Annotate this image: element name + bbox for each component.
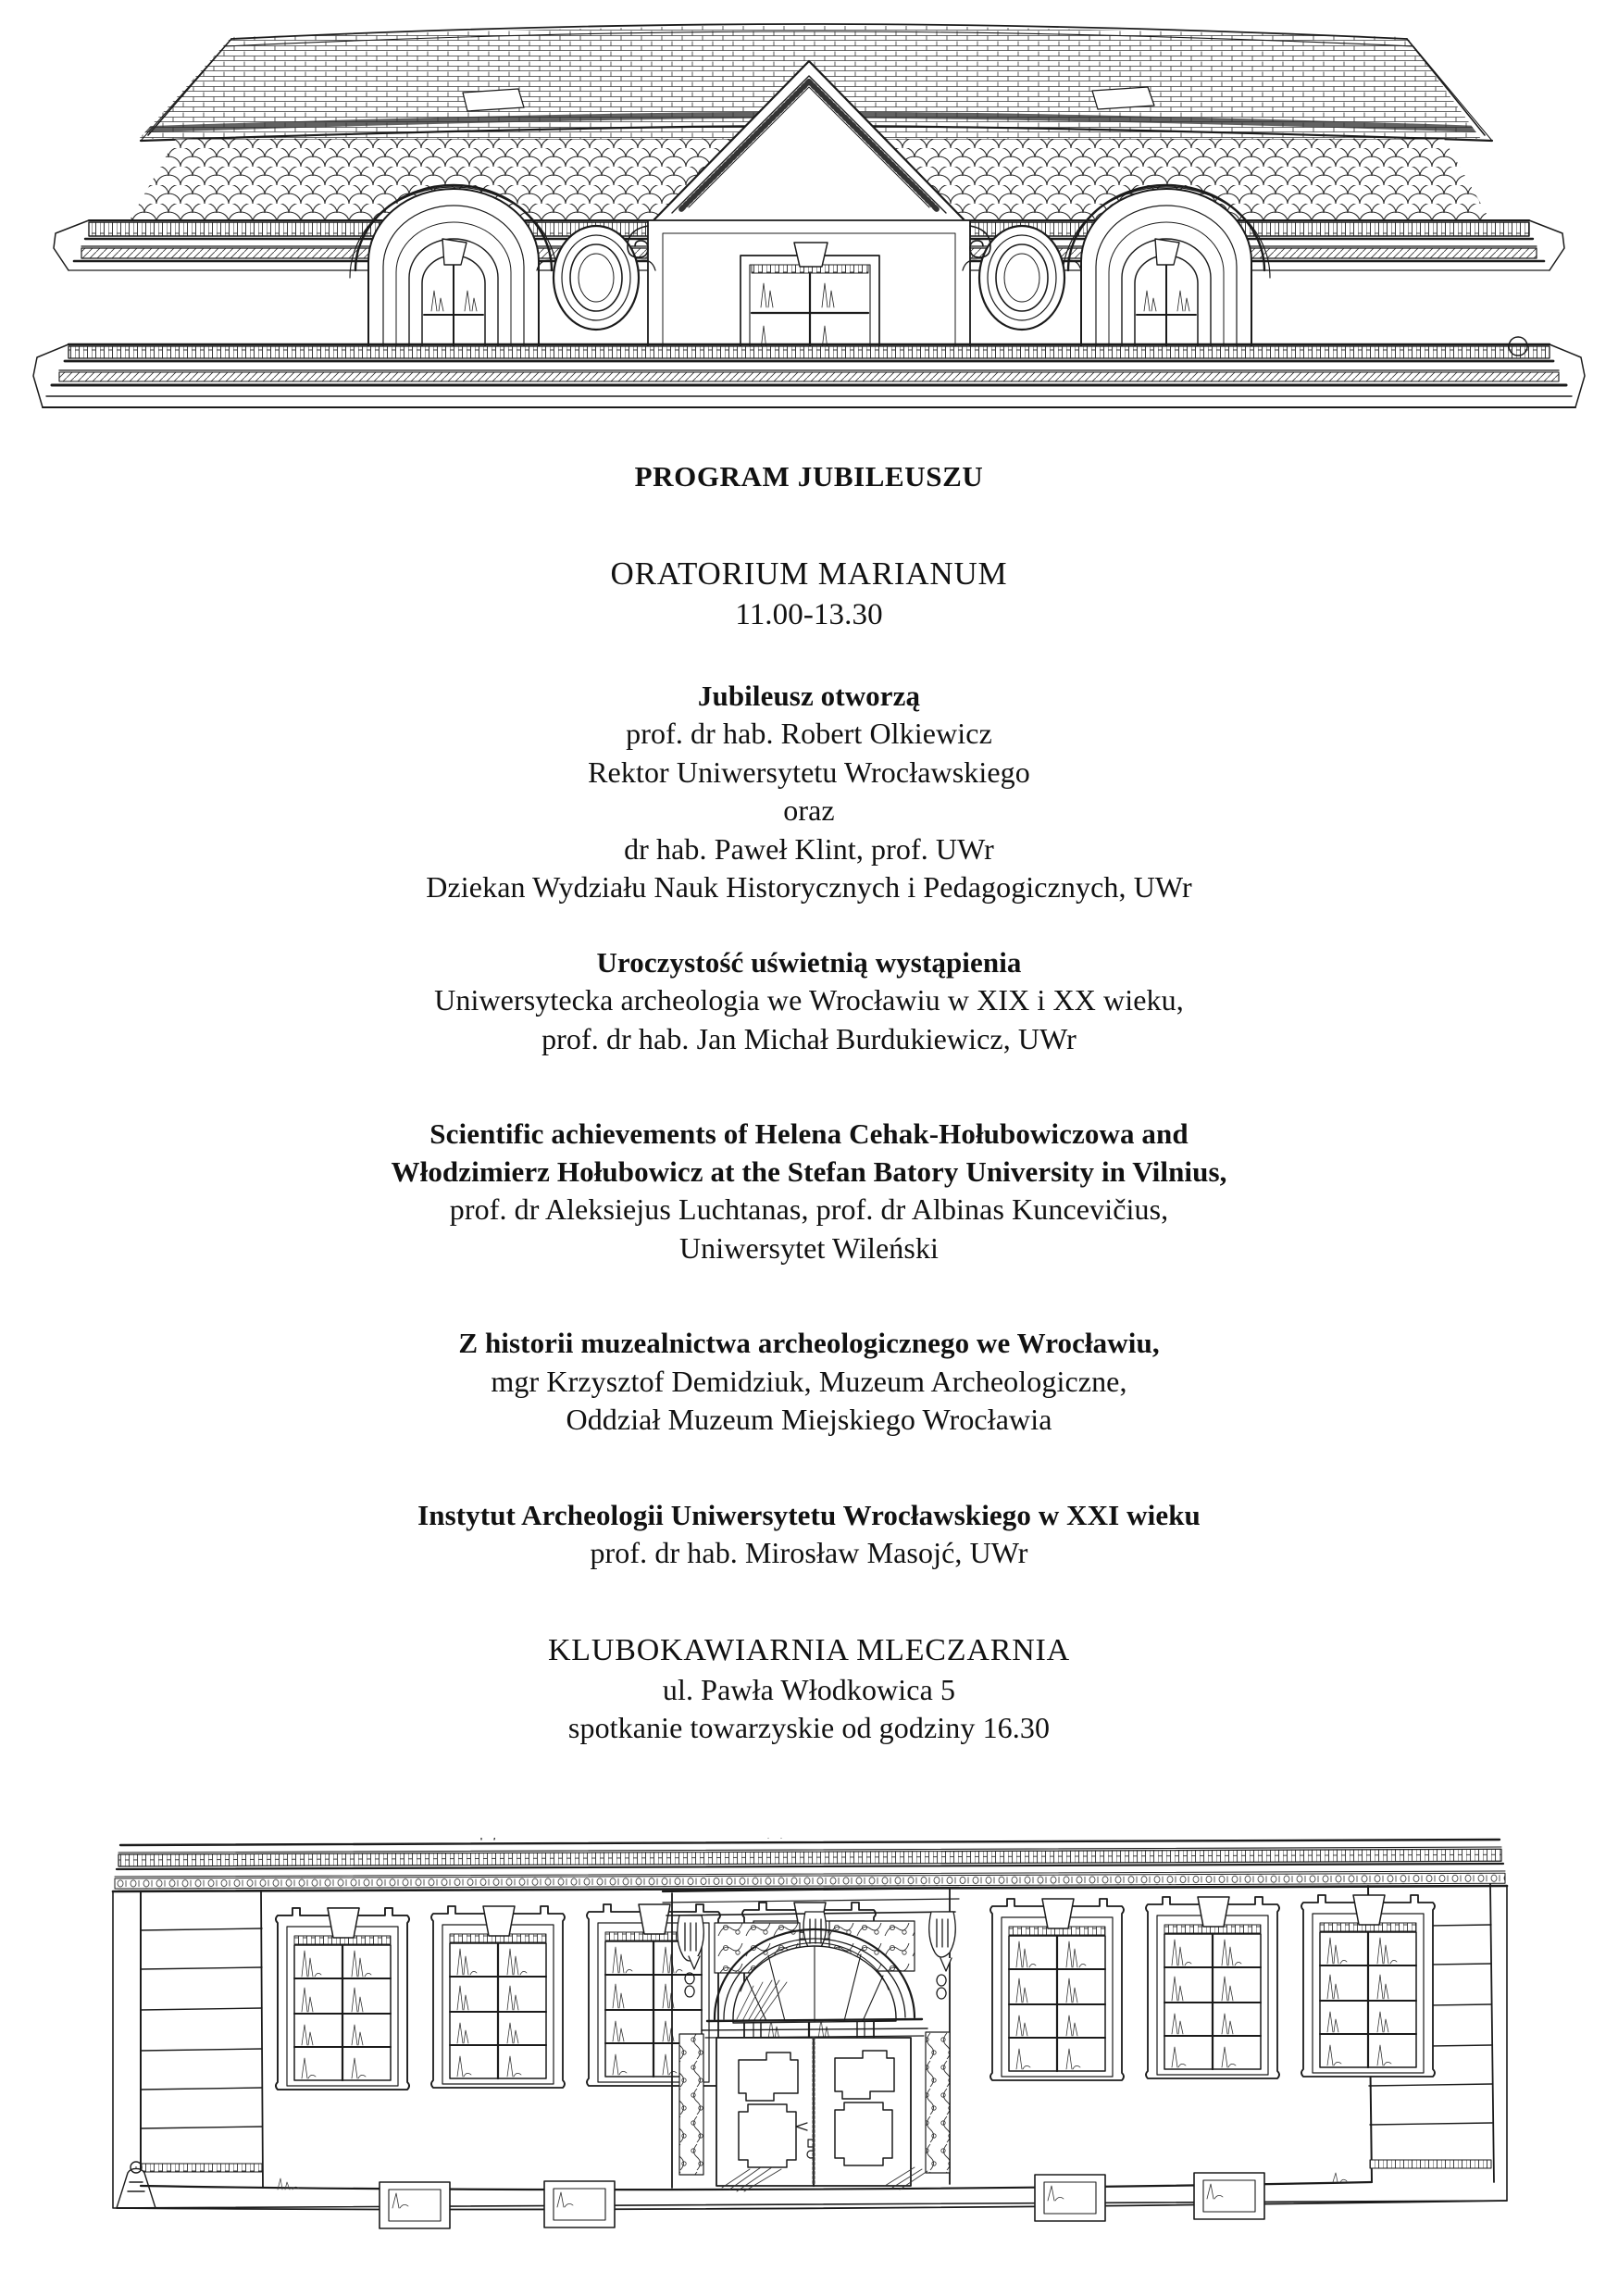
section-talk-vilnius	[161, 1116, 1457, 1267]
program-text	[161, 458, 1457, 1748]
section-line: prof. dr hab. Robert Olkiewicz	[626, 716, 992, 750]
section-lectures-intro	[161, 944, 1457, 1058]
section-line: prof. dr hab. Mirosław Masojć, UWr	[590, 1536, 1028, 1569]
section-afterparty	[161, 1630, 1457, 1748]
section-line: prof. dr hab. Jan Michał Burdukiewicz, UWr	[541, 1021, 1077, 1055]
section-heading: Uroczystość uświetnią wystąpienia	[596, 945, 1022, 979]
venue-main: ORATORIUM MARIANUM	[610, 555, 1008, 593]
section-line: prof. dr Aleksiejus Luchtanas, prof. dr Albinas Kuncevičius,	[449, 1192, 1169, 1227]
section-line: oraz	[783, 793, 835, 828]
page-title: PROGRAM JUBILEUSZU	[634, 460, 984, 493]
afterparty-venue: KLUBOKAWIARNIA MLECZARNIA	[547, 1632, 1071, 1667]
section-heading: Włodzimierz Hołubowicz at the Stefan Batory University in Vilnius,	[391, 1154, 1227, 1188]
section-line: Oddział Muzeum Miejskiego Wrocławia	[566, 1403, 1052, 1437]
section-heading: Z historii muzealnictwa archeologicznego we Wrocławiu,	[458, 1327, 1160, 1360]
baroque-building-facade-drawing	[0, 1838, 1618, 2236]
section-line: Rektor Uniwersytetu Wrocławskiego	[588, 755, 1030, 789]
section-opening	[161, 678, 1457, 907]
mansard-roof-facade-drawing	[0, 0, 1618, 444]
section-line: mgr Krzysztof Demidziuk, Muzeum Archeologiczne,	[491, 1364, 1127, 1398]
section-line: Uniwersytet Wileński	[678, 1230, 940, 1265]
section-line: Dziekan Wydziału Nauk Historycznych i Pedagogicznych, UWr	[426, 870, 1192, 905]
afterparty-note: spotkanie towarzyskie od godziny 16.30	[567, 1711, 1051, 1745]
section-line: dr hab. Paweł Klint, prof. UWr	[624, 831, 994, 866]
afterparty-address: ul. Pawła Włodkowica 5	[662, 1672, 956, 1706]
section-talk-museum	[161, 1325, 1457, 1439]
section-heading: Instytut Archeologii Uniwersytetu Wrocławskiego w XXI wieku	[417, 1498, 1201, 1531]
section-heading: Scientific achievements of Helena Cehak-Hołubowiczowa and	[429, 1117, 1189, 1151]
section-heading: Jubileusz otworzą	[697, 679, 921, 712]
section-line: Uniwersytecka archeologia we Wrocławiu w XIX i XX wieku,	[434, 983, 1184, 1017]
section-talk-institute	[161, 1497, 1457, 1573]
time-main: 11.00-13.30	[735, 597, 883, 631]
